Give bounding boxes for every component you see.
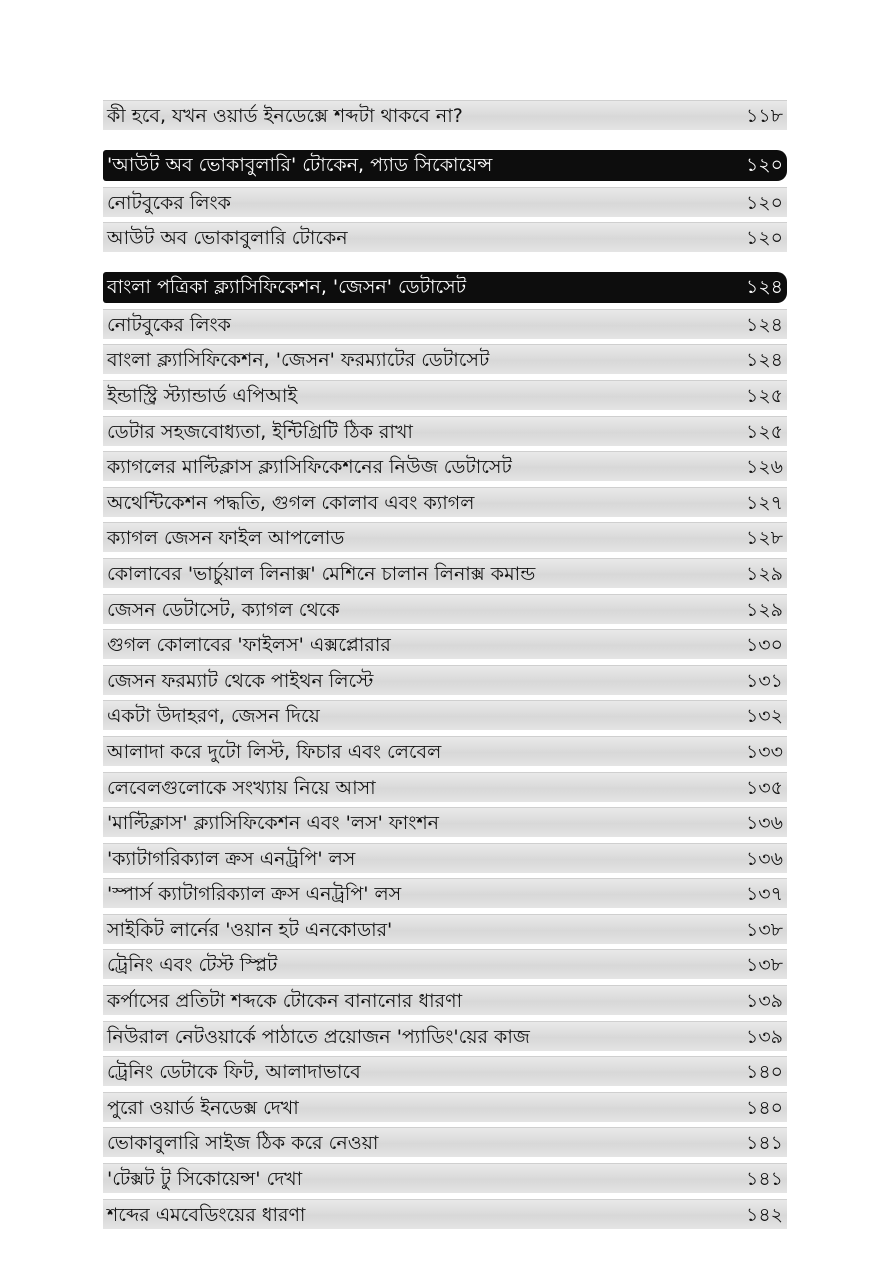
- toc-entry-title: কোলাবের 'ভার্চুয়াল লিনাক্স' মেশিনে চালান লিনাক্স কমান্ড: [107, 562, 536, 585]
- toc-entry-page: ১২৮: [745, 527, 783, 550]
- toc-entry-page: ১২৬: [745, 456, 783, 479]
- toc-entry: [103, 416, 787, 446]
- toc-entry-page: ১৩৩: [745, 740, 783, 763]
- toc-entry-page: ১৪১: [746, 1132, 783, 1155]
- toc-entry-title: পুরো ওয়ার্ড ইনডেক্স দেখা: [107, 1096, 299, 1119]
- toc-entry-page: ১৪০: [745, 1061, 783, 1084]
- toc-entry-page: ১২০: [745, 191, 783, 214]
- toc-entry-page: ১২০: [745, 227, 783, 250]
- toc-entry-page: ১৩৫: [745, 776, 783, 799]
- toc-entry-title: ডেটার সহজবোধ্যতা, ইন্টিগ্রিটি ঠিক রাখা: [107, 420, 413, 443]
- toc-section-header: [103, 272, 787, 303]
- toc-entry-title: জেসন ফরম্যাট থেকে পাইথন লিস্টে: [107, 669, 374, 692]
- toc-entry: [103, 878, 787, 908]
- toc-entry-title: 'স্পার্স ক্যাটাগরিক্যাল ক্রস এনট্রপি' লস: [107, 883, 402, 906]
- toc-entry: [103, 700, 787, 730]
- toc-entry-title: ক্যাগল জেসন ফাইল আপলোড: [107, 527, 345, 550]
- toc-section-title: বাংলা পত্রিকা ক্ল্যাসিফিকেশন, 'জেসন' ডেটাসেট: [107, 276, 467, 299]
- toc-entry: [103, 309, 787, 339]
- toc-entry: [103, 985, 787, 1015]
- toc-entry: [103, 222, 787, 252]
- toc-entry-page: ১৩১: [745, 669, 783, 692]
- toc-entry-title: কী হবে, যখন ওয়ার্ড ইনডেক্সে শব্দটা থাকবে না?: [107, 105, 463, 127]
- toc-entry: [103, 949, 787, 979]
- toc-entry-page: ১৪২: [745, 1203, 783, 1226]
- toc-entry-title: বাংলা ক্ল্যাসিফিকেশন, 'জেসন' ফরম্যাটের ডেটাসেট: [107, 349, 490, 372]
- toc-entry: [103, 807, 787, 837]
- toc-entry-page: ১৩৯: [745, 1025, 783, 1048]
- toc-entry-title: একটা উদাহরণ, জেসন দিয়ে: [107, 705, 320, 728]
- toc-section-header: [103, 150, 787, 181]
- toc-entry-page: ১৩৮: [745, 918, 783, 941]
- toc-entry: [103, 344, 787, 374]
- toc-entry: [103, 629, 787, 659]
- toc-section-title: 'আউট অব ভোকাবুলারি' টোকেন, প্যাড সিকোয়েন্স: [107, 154, 493, 176]
- toc-entry: [103, 487, 787, 517]
- toc-entry: [103, 665, 787, 695]
- toc-entry-page: ১২৪: [745, 313, 783, 336]
- toc-entry-title: নিউরাল নেটওয়ার্কে পাঠাতে প্রয়োজন 'প্যাডিং'য়ের কাজ: [107, 1025, 530, 1048]
- toc-entry: [103, 1056, 787, 1086]
- toc-entry-title: ক্যাগলের মাল্টিক্লাস ক্ল্যাসিফিকেশনের নিউজ ডেটাসেট: [107, 456, 512, 479]
- toc-entry-page: ১১৮: [746, 105, 783, 127]
- toc-entry-title: অথেন্টিকেশন পদ্ধতি, গুগল কোলাব এবং ক্যাগল: [107, 491, 475, 514]
- toc-entry: [103, 772, 787, 802]
- toc-entry: [103, 187, 787, 217]
- toc-entry-page: ১৪০: [745, 1096, 783, 1119]
- toc-entry-title: ভোকাবুলারি সাইজ ঠিক করে নেওয়া: [107, 1132, 379, 1155]
- toc-entry: [103, 1127, 787, 1157]
- toc-entry: [103, 380, 787, 410]
- toc-entry: [103, 522, 787, 552]
- toc-entry-page: ১৩৬: [745, 812, 783, 835]
- toc-entry-page: ১৪১: [746, 1168, 783, 1191]
- toc-entry-page: ১৩৭: [745, 883, 783, 906]
- toc-entry-page: ১৩৬: [745, 847, 783, 870]
- toc-entry-page: ১৩০: [745, 634, 783, 657]
- toc-entry-title: 'মাল্টিক্লাস' ক্ল্যাসিফিকেশন এবং 'লস' ফাংশন: [107, 812, 440, 835]
- toc-entry: [103, 451, 787, 481]
- toc-entry-title: নোটবুকের লিংক: [107, 191, 231, 214]
- toc-entry-page: ১২৯: [745, 562, 783, 585]
- toc-entry-title: কর্পাসের প্রতিটা শব্দকে টোকেন বানানোর ধারণা: [107, 990, 463, 1013]
- toc-entry-title: জেসন ডেটাসেট, ক্যাগল থেকে: [107, 598, 340, 621]
- toc-entry-title: গুগল কোলাবের 'ফাইলস' এক্সপ্লোরার: [107, 634, 391, 657]
- toc-entry-page: ১৩২: [745, 705, 783, 728]
- toc-entry: [103, 1092, 787, 1122]
- toc-entry-page: ১৩৯: [745, 990, 783, 1013]
- toc-entry: [103, 1199, 787, 1229]
- toc-entry-title: আউট অব ভোকাবুলারি টোকেন: [107, 227, 348, 250]
- toc-entry-title: আলাদা করে দুটো লিস্ট, ফিচার এবং লেবেল: [107, 740, 442, 763]
- toc-entry: [103, 1021, 787, 1051]
- toc-section-page: ১২০: [745, 154, 783, 176]
- toc-entry: [103, 100, 787, 130]
- toc-entry-title: ট্রেনিং ডেটাকে ফিট, আলাদাভাবে: [107, 1061, 361, 1084]
- toc-entry-title: লেবেলগুলোকে সংখ্যায় নিয়ে আসা: [107, 776, 376, 799]
- toc-entry-page: ১২৯: [745, 598, 783, 621]
- toc-entry: [103, 558, 787, 588]
- table-of-contents: [103, 100, 787, 1234]
- toc-entry-page: ১২৪: [745, 349, 783, 372]
- toc-entry: [103, 736, 787, 766]
- toc-entry-title: 'টেক্সট টু সিকোয়েন্স' দেখা: [107, 1168, 303, 1191]
- toc-entry-title: ট্রেনিং এবং টেস্ট স্প্লিট: [107, 954, 278, 977]
- toc-section-page: ১২৪: [745, 276, 783, 299]
- toc-entry-title: নোটবুকের লিংক: [107, 313, 231, 336]
- toc-entry-title: শব্দের এমবেডিংয়ের ধারণা: [107, 1203, 306, 1226]
- toc-entry: [103, 1163, 787, 1193]
- toc-entry: [103, 914, 787, 944]
- toc-entry-page: ১২৭: [745, 491, 783, 514]
- toc-entry-title: 'ক্যাটাগরিক্যাল ক্রস এনট্রপি' লস: [107, 847, 356, 870]
- toc-entry: [103, 594, 787, 624]
- toc-entry-title: সাইকিট লার্নের 'ওয়ান হট এনকোডার': [107, 918, 393, 941]
- toc-entry-title: ইন্ডাস্ট্রি স্ট্যান্ডার্ড এপিআই: [107, 384, 298, 407]
- toc-entry: [103, 843, 787, 873]
- toc-entry-page: ১২৫: [745, 420, 783, 443]
- toc-entry-page: ১৩৮: [745, 954, 783, 977]
- toc-entry-page: ১২৫: [745, 384, 783, 407]
